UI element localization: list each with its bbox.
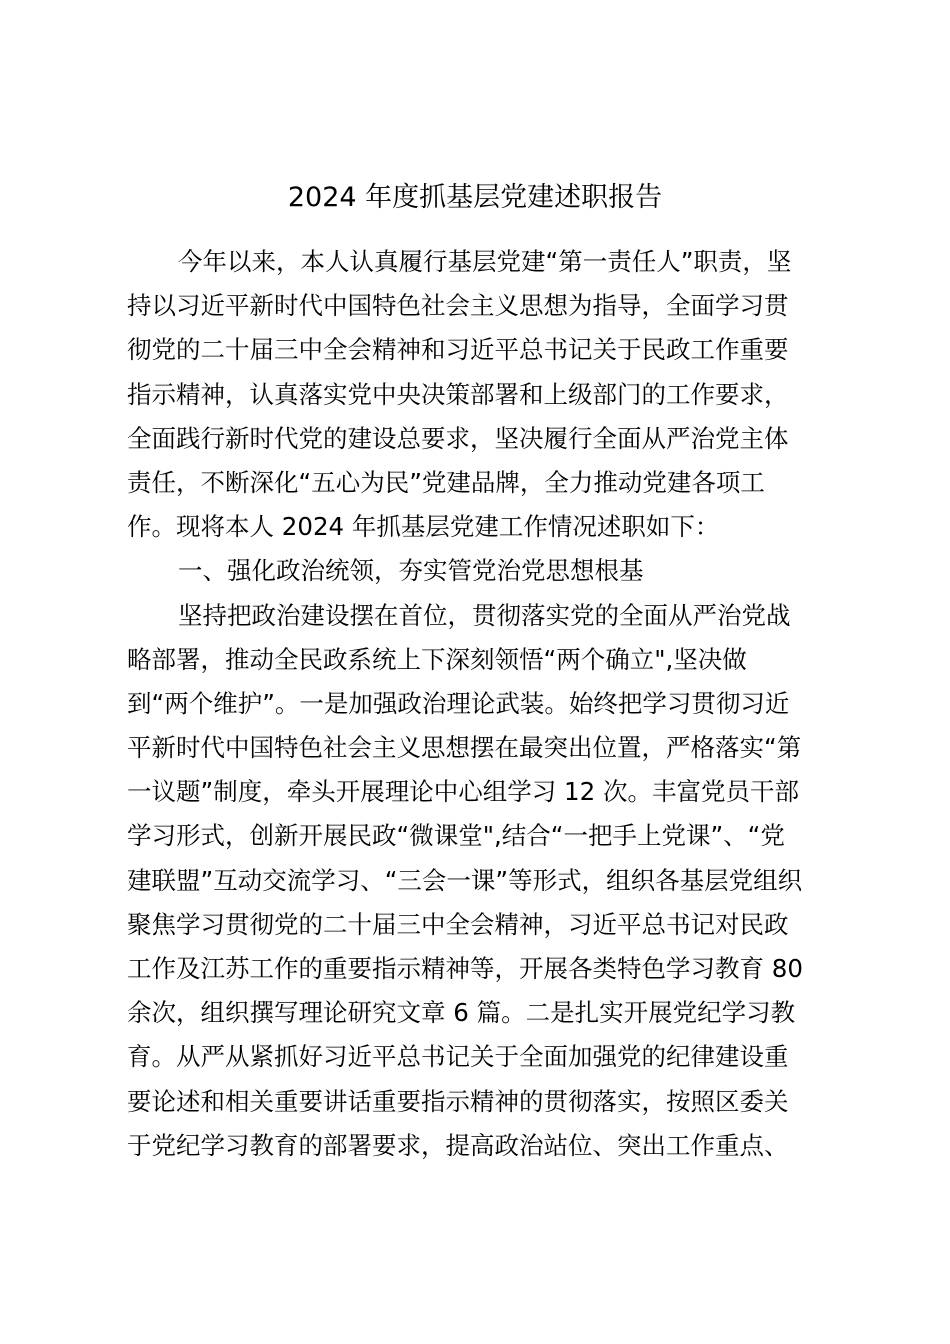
paragraph-line: 学习形式，创新开展民政“微课堂",结合“一把手上党课”、“党: [127, 821, 785, 851]
paragraph-line: 今年以来，本人认真履行基层党建“第一责任人”职责，坚: [178, 247, 792, 276]
paragraph-line: 坚持把政治建设摆在首位，贯彻落实党的全面从严治党战: [178, 600, 791, 630]
paragraph-line: 责任，不断深化“五心为民”党建品牌，全力推动党建各项工: [127, 467, 765, 497]
document-body: [127, 240, 837, 1168]
paragraph-line: 到“两个维护”。一是加强政治理论武装。始终把学习贯彻习近: [127, 688, 790, 718]
paragraph-line: 平新时代中国特色社会主义思想摆在最突出位置，严格落实“第: [127, 733, 802, 763]
paragraph-line: 聚焦学习贯彻党的二十届三中全会精神，习近平总书记对民政: [127, 909, 789, 939]
paragraph-line: 工作及江苏工作的重要指示精神等，开展各类特色学习教育 80: [127, 954, 803, 983]
paragraph-line: 于党纪学习教育的部署要求，提高政治站位、突出工作重点、: [127, 1130, 789, 1160]
paragraph-line: 育。从严从紧抓好习近平总书记关于全面加强党的纪律建设重: [127, 1042, 789, 1072]
paragraph-line: 作。现将本人 2024 年抓基层党建工作情况述职如下：: [127, 512, 720, 542]
section-heading: 一、强化政治统领，夯实管党治党思想根基: [178, 556, 644, 586]
paragraph-line: 持以习近平新时代中国特色社会主义思想为指导，全面学习贯: [127, 291, 789, 321]
paragraph-line: 一议题”制度，牵头开展理论中心组学习 12 次。丰富党员干部: [127, 777, 799, 807]
paragraph-line: 余次，组织撰写理论研究文章 6 篇。二是扎实开展党纪学习教: [127, 998, 796, 1028]
paragraph-line: 彻党的二十届三中全会精神和习近平总书记关于民政工作重要: [127, 335, 789, 365]
paragraph-line: 建联盟”互动交流学习、“三会一课”等形式，组织各基层党组织: [127, 865, 803, 895]
paragraph-line: 指示精神，认真落实党中央决策部署和上级部门的工作要求，: [127, 379, 789, 409]
paragraph-line: 要论述和相关重要讲话重要指示精神的贯彻落实，按照区委关: [127, 1086, 789, 1116]
paragraph-line: 全面践行新时代党的建设总要求，坚决履行全面从严治党主体: [127, 423, 789, 453]
document-title: 2024 年度抓基层党建述职报告: [287, 182, 663, 213]
paragraph-line: 略部署，推动全民政系统上下深刻领悟“两个确立",坚决做: [127, 644, 747, 674]
